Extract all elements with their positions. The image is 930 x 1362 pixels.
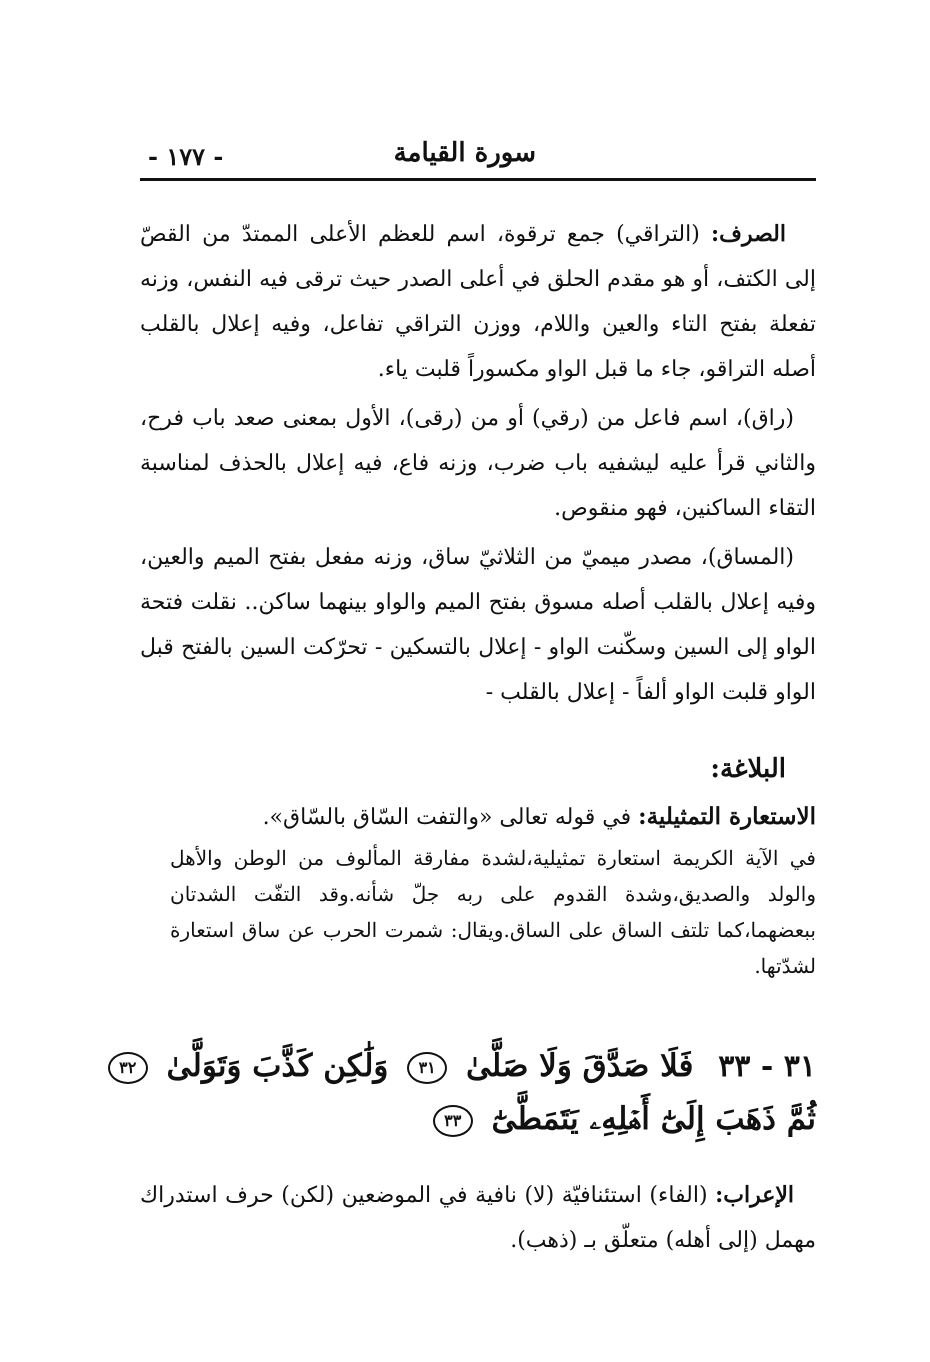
- metaphor-label: الاستعارة التمثيلية:: [638, 803, 816, 830]
- verse-range: ٣١ - ٣٣: [718, 1049, 816, 1084]
- sarf-paragraph-1: [140, 212, 816, 392]
- surah-title: سورة القيامة: [393, 138, 536, 168]
- quran-verses: [119, 1042, 816, 1143]
- irab-paragraph: [140, 1173, 816, 1263]
- balagha-title: البلاغة:: [710, 754, 786, 784]
- metaphor-intro: في قوله تعالى «والتفت السّاق بالسّاق».: [262, 805, 632, 830]
- sarf-paragraph-3: (المساق)، مصدر ميميّ من الثلاثيّ ساق، وزنه مفعل بفتح الميم والعين، وفيه إعلال بالقلب أصله مسوق بفتح الميم والواو بينهما ساكن.. نقلت فتحة الواو إلى السين وسكّنت الواو - إعلال بالتسكين - تحرّكت السين بالفتح قبل الواو قلبت الواو ألفاً - إعلال بالقلب -: [140, 545, 816, 705]
- ayah-number-31: ٣١: [407, 1052, 447, 1084]
- verse-32: وَلَٰكِن كَذَّبَ وَتَوَلَّىٰ: [166, 1048, 389, 1084]
- verse-33: ثُمَّ ذَهَبَ إِلَىٰٓ أَهۡلِهِۦ يَتَمَطَّىٰٓ: [491, 1101, 816, 1137]
- metaphor-body: في الآية الكريمة استعارة تمثيلية،لشدة مفارقة المألوف من الوطن والأهل والولد والصديق،وشدة القدوم على ربه جلّ شأنه.وقد التفّت الشدتان ببعضهما،كما تلتف الساق على الساق.ويقال: شمرت الحرب عن ساق استعارة لشدّتها.: [170, 846, 816, 978]
- page-number: - ١٧٧ -: [148, 142, 224, 171]
- verse-line-2: [140, 1095, 816, 1143]
- sarf-text-1: (التراقي) جمع ترقوة، اسم للعظم الأعلى الممتدّ من القصّ إلى الكتف، أو هو مقدم الحلق في أعلى الصدر حيث ترقى فيه النفس، وزنه تفعلة بفتح التاء والعين واللام، ووزن التراقي تفاعل، وفيه إعلال بالقلب أصله التراقو، جاء ما قبل الواو مكسوراً قلبت ياء.: [140, 222, 816, 382]
- irab-label: الإعراب:: [715, 1182, 794, 1208]
- irab-text: (الفاء) استئنافيّة (لا) نافية في الموضعين (لكن) حرف استدراك مهمل (إلى أهله) متعلّق بـ (ذهب).: [140, 1183, 816, 1253]
- page-body: [119, 212, 816, 1267]
- verse-31: فَلَا صَدَّقَ وَلَا صَلَّىٰ: [465, 1048, 694, 1084]
- sarf-paragraph-2: (راق)، اسم فاعل من (رقي) أو من (رقى)، الأول بمعنى صعد باب فرح، والثاني قرأ عليه ليشفيه باب ضرب، وزنه فاع، فيه إعلال بالحذف لمناسبة التقاء الساكنين، فهو منقوص.: [140, 406, 816, 521]
- verse-line-1: [119, 1042, 816, 1091]
- metaphor-heading: [140, 797, 816, 838]
- page-header: [140, 138, 816, 181]
- ayah-number-32: ٣٢: [108, 1052, 148, 1084]
- sarf-label: الصرف:: [711, 221, 786, 247]
- ayah-number-33: ٣٣: [433, 1105, 473, 1137]
